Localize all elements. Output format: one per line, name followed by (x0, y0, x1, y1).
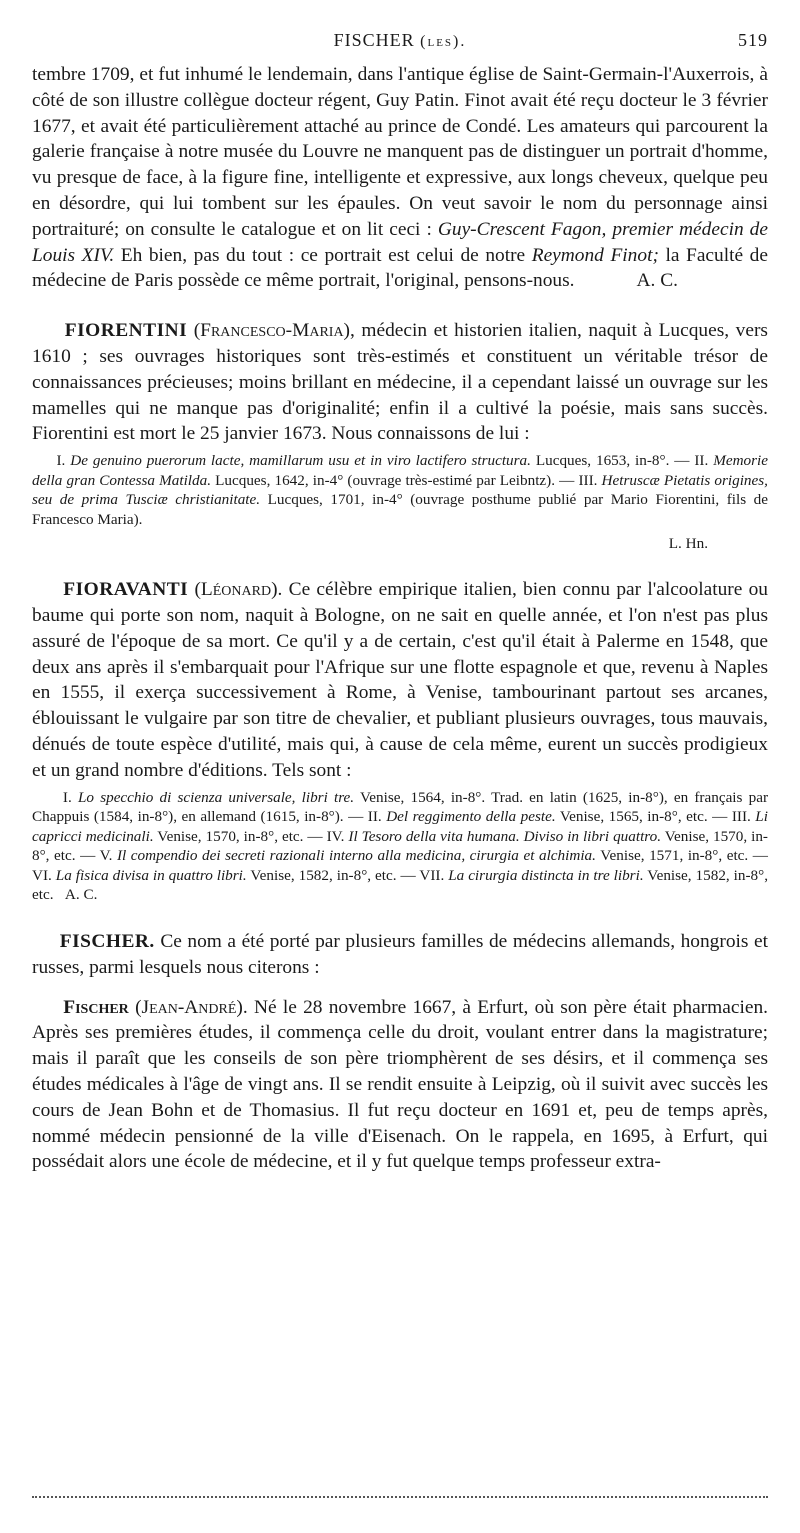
ref-rest: Venise, 1570, in-8°, etc. — (32, 827, 768, 865)
entry-text: Né le 28 novembre 1667, à Erfurt, où son père était pharmacien. Après ses premières études, il commença celle du droit, voulant entrer dans la magistrature; mais il paraît que les conseils de son père triomphèrent de ses désirs, et il commença ses études médicales à l'âge de vingt ans. Il se rendit ensuite à Leipzig, où il suivit avec succès les cours de Jean Bohn et de Thomasius. Il fut reçu docteur en 1691 et, peu de temps après, nommé médecin pensionné de la ville d'Eisenach. On le rappela, en 1695, à Erfurt, qui possédait alors une école de médecine, et il y fut quelque temps professeur extra- (32, 996, 768, 1173)
entry-references (32, 788, 768, 906)
ref-num: V. (99, 847, 117, 865)
intro-paragraph (32, 62, 768, 294)
ref-rest: Venise, 1571, in-8°, etc. — (595, 847, 768, 865)
entry-headword: FIORENTINI (64, 320, 188, 342)
ref-title: Il compendio dei secreti razionali interno alla medicina, cirurgia et alchimia. (116, 847, 596, 865)
ref-num: I. (56, 452, 71, 470)
running-header (32, 30, 768, 56)
ref-num: VII. (419, 866, 449, 884)
ref-rest: Venise, 1582, in-8°, etc. (32, 866, 769, 904)
ref-rest: Venise, 1570, in-8°, etc. — (153, 827, 327, 845)
ref-rest: Lucques, 1701, in-4° (ouvrage posthume publié par Mario Fiorentini, fils de Francesco Maria). (32, 491, 768, 528)
intro-text-b: Eh bien, pas du tout : ce portrait est celui de notre (114, 244, 532, 266)
entry-text: Ce nom a été porté par plusieurs familles de médecins allemands, hongrois et russes, parmi lesquels nous citerons : (32, 931, 768, 978)
header-title-sub: (les). (420, 33, 467, 50)
ref-title: La cirurgia distincta in tre libri. (448, 866, 644, 884)
intro-signature: A. C. (636, 270, 678, 292)
page-number: 519 (738, 30, 768, 50)
ref-title: Memorie della gran Contessa Matilda. (32, 452, 769, 489)
intro-text-c: la Faculté de médecine de Paris possède ce même portrait, l'original, pensons-nous. (32, 244, 768, 292)
entry-fiorentini (32, 318, 768, 553)
entry-firstname: (Jean-André). (135, 996, 248, 1018)
entry-body (32, 318, 768, 447)
ref-num: II. (694, 452, 714, 470)
ref-rest: Lucques, 1642, in-4° (ouvrage très-estimé par Leibntz). — (211, 471, 579, 489)
ref-rest: Venise, 1565, in-8°, etc. — (555, 808, 732, 826)
document-page (32, 30, 768, 1175)
ref-title: Del reggimento della peste. (386, 808, 556, 826)
header-title-main: FISCHER (333, 30, 415, 50)
intro-italic2: Reymond Finot; (531, 244, 659, 266)
entry-headword: FISCHER. (59, 931, 155, 953)
entry-text: médecin et historien italien, naquit à Lucques, vers 1610 ; ses ouvrages historiques sont très-estimés et constituent un véritable trésor de connaissances précieuses; moins brillant en médecine, il a cependant laissé un ouvrage sur les mamelles qui ne manque pas d'originalité; enfin il a cultivé la poésie, mais sans succès. Fiorentini est mort le 25 janvier 1673. Nous connaissons de lui : (32, 320, 768, 445)
entry-signature: A. C. (64, 886, 98, 904)
ref-title: Li capricci medicinali. (32, 808, 768, 845)
ref-title: De genuino puerorum lacte, mamillarum usu et in viro lactifero structura. (70, 452, 531, 470)
intro-italic: Guy-Crescent Fagon, premier médecin de Louis XIV. (32, 218, 768, 266)
ref-num: I. (62, 788, 78, 806)
entry-body (32, 577, 768, 783)
ref-num: II. (367, 808, 387, 826)
ref-title: La fisica divisa in quattro libri. (55, 866, 247, 884)
ref-title: Il Tesoro della vita humana. Diviso in libri quattro. (348, 827, 662, 845)
entry-fischer-jean-andre (32, 995, 768, 1176)
ref-rest: Venise, 1564, in-8°. Trad. en latin (1625, in-8°), en français par Chappuis (1584, in-8°), en allemand (1615, in-8°). — (32, 788, 769, 826)
entry-references (32, 451, 768, 529)
header-title (334, 30, 467, 51)
footer-divider (32, 1496, 768, 1498)
intro-text-a: tembre 1709, et fut inhumé le lendemain, dans l'antique église de Saint-Germain-l'Auxerrois, à côté de son illustre collègue docteur régent, Guy Patin. Finot avait été reçu docteur le 3 février 1677, et avait été particulièrement attaché au prince de Condé. Les amateurs qui parcourent la galerie française à notre musée du Louvre ne manquent pas de distinguer un portrait d'homme, vu presque de face, à la figure fine, intelligente et expressive, aux longs cheveux, quelque peu en désordre, qui lui tombent sur les épaules. On veut savoir le nom du personnage ainsi portraituré; on consulte le catalogue et on lit ceci : (32, 64, 768, 240)
entry-headword: Fischer (63, 996, 129, 1018)
entry-body (32, 995, 768, 1176)
ref-title: Hetruscæ Pietatis origines, seu de prima Tusciæ christianitate. (32, 471, 768, 509)
ref-num: III. (731, 808, 756, 826)
ref-num: IV. (326, 827, 349, 845)
ref-title: Lo specchio di scienza universale, libri tre. (77, 788, 355, 806)
entry-text: Ce célèbre empirique italien, bien connu par l'alcoolature ou baume qui porte son nom, naquit à Bologne, on ne sait en quelle année, et l'on n'est pas plus assuré de l'époque de sa mort. Ce qu'il y a de certain, c'est qu'il était à Palerme en 1548, que deux ans après il s'embarquait pour l'Afrique sur une flotte espagnole et que, revenu à Naples en 1555, il exerça successivement à Rome, à Venise, tambourinant partout ses arcanes, éblouissant le vulgaire par son titre de chevalier, et publiant plusieurs ouvrages, tous mauvais, dénués de toute espèce d'utilité, mais qui, à cause de cela même, eurent un succès prodigieux et un grand nombre d'éditions. Tels sont : (32, 579, 768, 781)
entry-firstname: (Francesco-Maria), (193, 320, 355, 342)
entry-headword: FIORAVANTI (63, 579, 189, 601)
entry-signature: L. Hn. (668, 534, 708, 552)
entry-firstname: (Léonard). (194, 579, 283, 601)
ref-num: III. (578, 471, 602, 489)
entry-fischer (32, 929, 768, 981)
entry-body (32, 929, 768, 981)
ref-num: VI. (32, 866, 56, 884)
entry-fioravanti (32, 577, 768, 905)
ref-rest: Lucques, 1653, in-8°. — (530, 452, 695, 470)
ref-rest: Venise, 1582, in-8°, etc. — (246, 866, 420, 884)
